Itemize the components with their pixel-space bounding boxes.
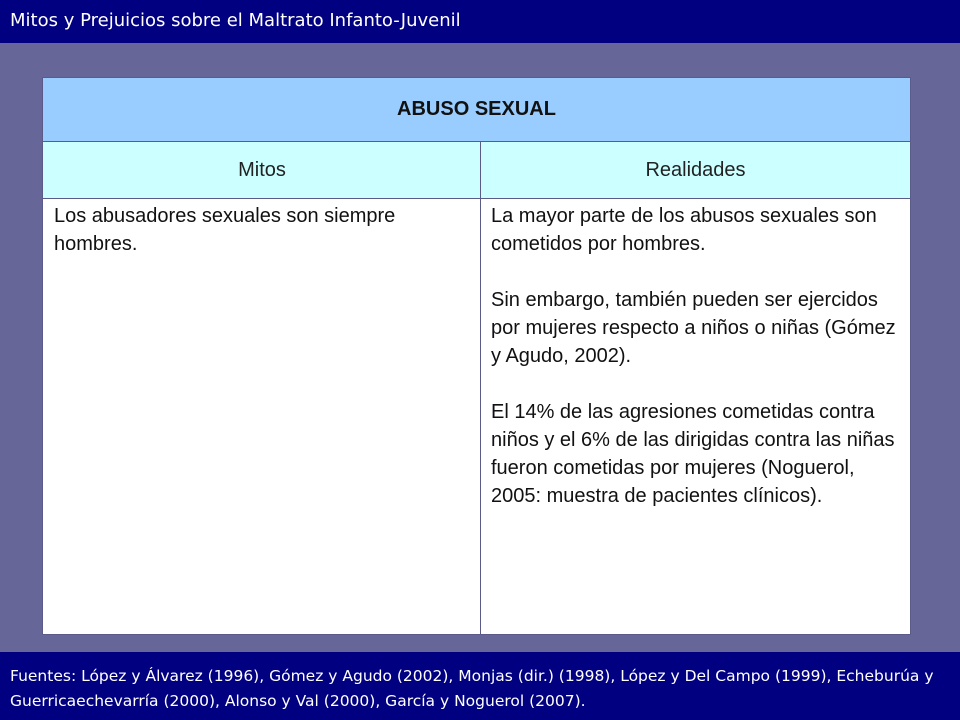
column-headers: [43, 142, 910, 199]
myth-text: Los abusadores sexuales son siempre hombres.: [54, 205, 396, 255]
title-bar: [0, 0, 960, 43]
column-divider: [480, 142, 481, 635]
myths-table: [42, 77, 911, 635]
table-title: ABUSO SEXUAL: [43, 78, 910, 142]
reality-paragraph-2: Sin embargo, también pueden ser ejercidos por mujeres respecto a niños o niñas (Gómez y Agudo, 2002).: [491, 289, 896, 367]
reality-paragraph-1: La mayor parte de los abusos sexuales son cometidos por hombres.: [491, 205, 877, 255]
slide-title: Mitos y Prejuicios sobre el Maltrato Infanto-Juvenil: [10, 10, 461, 31]
column-header-myths: Mitos: [238, 158, 286, 181]
reality-cell: [491, 202, 903, 538]
reality-paragraph-3: El 14% de las agresiones cometidas contra niños y el 6% de las dirigidas contra las niñas fueron cometidas por mujeres (Noguerol, 2005: muestra de pacientes clínicos).: [491, 401, 895, 507]
myth-cell: [54, 202, 469, 286]
column-header-realities: Realidades: [645, 158, 746, 181]
footer-bar: [0, 652, 960, 720]
sources-text: Fuentes: López y Álvarez (1996), Gómez y Agudo (2002), Monjas (dir.) (1998), López y Del Campo (1999), Echeburúa y Guerricaechevarría (2000), Alonso y Val (2000), García y Noguerol (2007).: [10, 667, 934, 710]
